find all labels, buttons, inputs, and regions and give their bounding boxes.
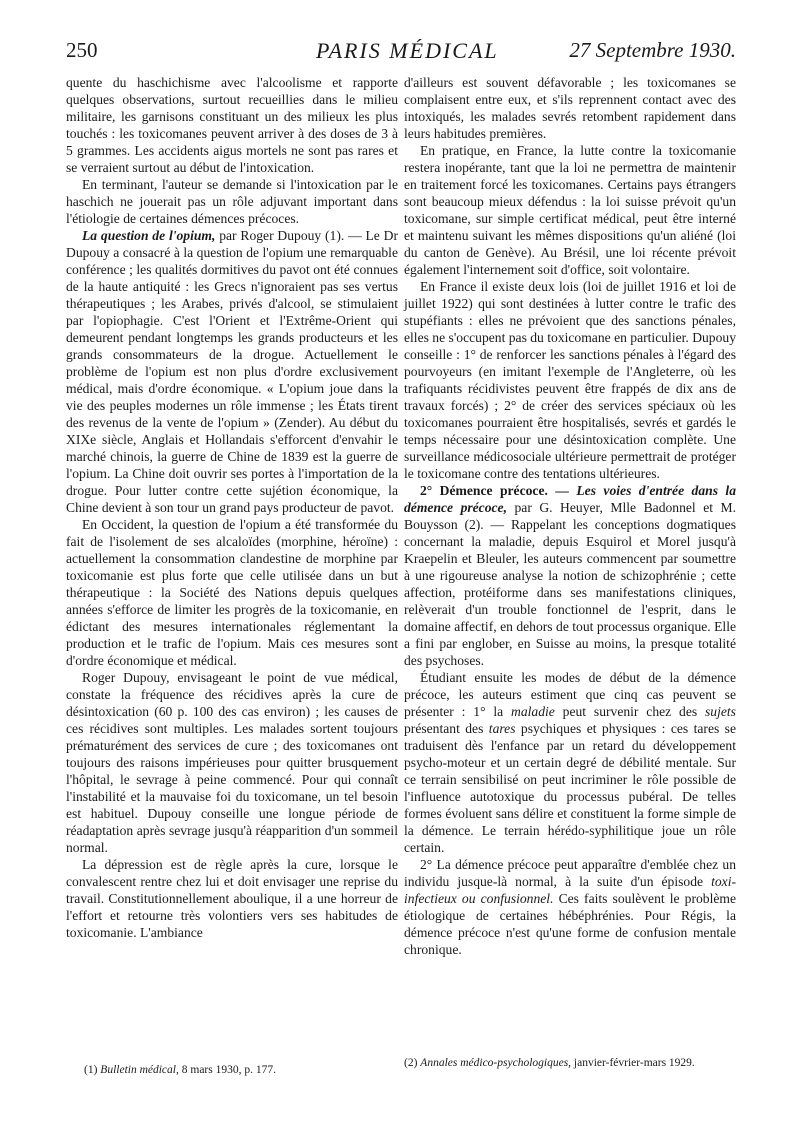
page-header bbox=[66, 38, 736, 72]
paragraph-modes-debut bbox=[404, 669, 736, 856]
paragraph-opium-intro bbox=[66, 227, 398, 516]
footnote-number: (1) bbox=[84, 1064, 98, 1076]
text-run: 2° La démence précoce peut apparaître d'emblée chez un individu jusque-là normal, à la suite d'un épisode bbox=[404, 857, 736, 889]
footnote-2 bbox=[404, 1056, 736, 1071]
paragraph-emblee bbox=[404, 856, 736, 958]
paragraph-conclusion: En terminant, l'auteur se demande si l'intoxication par le haschich ne jouerait pas un rôle adjuvant important dans l'étiologie de certaines démences précoces. bbox=[66, 177, 398, 226]
paragraph-demence-intro bbox=[404, 482, 736, 669]
footnote-source: Bulletin médical, bbox=[100, 1064, 179, 1076]
journal-title: PARIS MÉDICAL bbox=[316, 38, 499, 63]
demence-text: Rappelant les conceptions dogmatiques concernant la maladie, depuis Esquirol et Morel jusqu'à Kraepelin et Bleuler, les auteurs commencent par soumettre à une rigoureuse analyse la notion de schizophrénie ; cette affection, protéiforme dans ses manifestations cliniques, relèverait d'un trouble fonctionnel de l'esprit, dans le domaine affectif, en dehors de tout processus organique. Elle a fini par englober, en Suisse au moins, la presque totalité des psychoses. bbox=[404, 517, 736, 668]
paragraph-haschich-end: quente du haschichisme avec l'alcoolisme et rapporte quelques observations, surtout recueillies dans le milieu militaire, les garnisons constituant un des milieux les plus touchés : les toxicomanes peuvent arriver à des doses de 3 à 5 grammes. Les accidents aigus mortels ne sont pas rares et se verraient surtout au début de l'intoxication. bbox=[66, 75, 398, 175]
paragraph-ambiance: d'ailleurs est souvent défavorable ; les toxicomanes se complaisent entre eux, et s'ils reprennent contact avec des intoxiqués, les malades sevrés retombent rapidement dans leurs habitudes premières. bbox=[404, 75, 736, 141]
text-run: Étudiant ensuite les modes de début de la démence précoce, les auteurs estiment que cinq cas peuvent se présenter : 1° la bbox=[404, 670, 736, 719]
text-run-italic: sujets bbox=[705, 704, 736, 719]
paragraph-dupouy: Roger Dupouy, envisageant le point de vue médical, constate la fréquence des récidives après la cure de désintoxication (60 p. 100 des cas environ) ; les causes de ces récidives sont multiples. Les malades sortent toujours prématurément des services de cure ; des toxicomanes ont toujours des raisons impérieuses pour quitter brusquement l'hôpital, le sevrage à peine commencé. Pour qui connaît l'instabilité et la mauvaise foi du toxicomane, un tel besoin est habituel. Dupouy conseille une longue période de réadaptation après sevrage jusqu'à réapparition d'un sommeil normal. bbox=[66, 670, 398, 855]
text-run: présentant des bbox=[404, 721, 484, 736]
text-run: peut survenir chez des bbox=[562, 704, 698, 719]
footnote-1 bbox=[84, 1064, 394, 1076]
footnote-source: Annales médico-psychologiques, bbox=[420, 1057, 572, 1069]
footnote-detail: janvier-février-mars 1929. bbox=[573, 1057, 695, 1069]
footnote-detail: 8 mars 1930, p. 177. bbox=[181, 1064, 276, 1076]
right-column bbox=[404, 74, 736, 958]
opium-text: Le Dr Dupouy a consacré à la question de l'opium une remarquable conférence ; les qualités dormitives du pavot ont été connues de la haute antiquité : les Grecs n'ignoraient pas ses vertus thérapeutiques ; les Arabes, privés d'alcool, se stimulaient par l'opiophagie. C'est l'Orient et l'Extrême-Orient qui demeurent pendant longtemps les grands producteurs et les grands consommateurs de la drogue. Actuellement le problème de l'opium est non plus d'ordre exclusivement médical, mais d'ordre économique. « L'opium joue dans la vie des peuples modernes un rôle immense ; les États tirent des revenus de la vente de l'opium » (Zender). Au début du XIXe siècle, Anglais et Hollandais s'efforcent d'envahir le marché chinois, la guerre de Chine de 1839 est la guerre de l'opium. La Chine doit ouvrir ses portes à l'importation de la drogue. Pour lutter contre cette sujétion économique, la Chine devient à son tour un grand pays producteur de pavot. bbox=[66, 228, 398, 515]
text-run: Ces faits soulèvent le problème étiologique de certaines hébéphrénies. Pour Régis, la démence précoce n'est qu'une forme de confusion mentale chronique. bbox=[404, 891, 736, 957]
paragraph-pratique: En pratique, en France, la lutte contre la toxicomanie restera inopérante, tant que la loi ne permettra de maintenir en traitement forcé les toxicomanes. Certains pays étrangers sont beaucoup mieux défendus : la loi suisse prévoit qu'un toxicomane, sur simple certificat médical, peut être interné et maintenu suivant les mêmes dispositions qu'un aliéné (loi du canton de Genève). Au Brésil, une loi récente prévoit également l'internement soit d'office, soit volontaire. bbox=[404, 143, 736, 277]
page-number: 250 bbox=[66, 38, 98, 62]
footnote-number: (2) bbox=[404, 1057, 418, 1069]
section-number-demence: 2° Démence précoce. — bbox=[420, 483, 569, 498]
text-run-italic: tares bbox=[488, 721, 516, 736]
section-author-opium: par Roger Dupouy (1). — bbox=[219, 228, 362, 243]
text-run-italic: maladie bbox=[511, 704, 555, 719]
issue-date: 27 Septembre 1930. bbox=[569, 38, 736, 62]
section-title-opium: La question de l'opium, bbox=[82, 228, 216, 243]
text-run-italic: toxi-infectieux ou confusionnel. bbox=[404, 874, 737, 906]
paragraph-lois: En France il existe deux lois (loi de juillet 1916 et loi de juillet 1922) qui sont destinées à lutter contre le trafic des stupéfiants : elles ne prévoient que des sanctions pénales, elles ne s'occupent pas du toxicomane en particulier. Dupouy conseille : 1° de renforcer les sanctions pénales à l'égard des pourvoyeurs (en imitant l'exemple de l'Angleterre, où les trafiquants récidivistes peuvent être frappés de dix ans de travaux forcés) ; 2° de créer des services spéciaux où les toxicomanes pourraient être hospitalisés, sevrés et gardés le temps nécessaire pour une désintoxication complète. Une surveillance médicosociale ultérieure permettrait de protéger le toxicomane contre des tentations ultérieures. bbox=[404, 279, 736, 481]
section-title-demence: Les voies d'entrée dans la démence précoce, bbox=[404, 483, 736, 515]
text-run: psychiques et physiques : ces tares se traduisent dès l'enfance par un retard du développement psycho-moteur et un certain degré de débilité mentale. Sur ce terrain sensibilisé on peut incriminer le rôle possible de l'influence autotoxique du processus pubéral. De telles formes évoluent sans délire et constituent la forme simple de la démence. Le terrain hérédo-syphilitique joue un rôle certain. bbox=[404, 721, 736, 855]
paragraph-depression: La dépression est de règle après la cure, lorsque le convalescent rentre chez lui et doit envisager une reprise du travail. Constitutionnellement aboulique, il a une horreur de l'effort et retourne très volontiers vers ses habitudes de toxicomanie. L'ambiance bbox=[66, 857, 398, 940]
left-column bbox=[66, 74, 398, 941]
paragraph-occident: En Occident, la question de l'opium a été transformée du fait de l'isolement de ses alcaloïdes (morphine, héroïne) : actuellement la consommation clandestine de morphine par toxicomanie est plus forte que celle utilisée dans un but thérapeutique : la Société des Nations depuis quelques années s'efforce de limiter les progrès de la toxicomanie, en édictant des mesures internationales réglementant la production et le trafic de l'opium. Mais ces mesures sont d'ordre économique et médical. bbox=[66, 517, 398, 668]
section-authors-demence: par G. Heuyer, Mlle Badonnel et M. Bouysson (2). — bbox=[404, 500, 736, 532]
